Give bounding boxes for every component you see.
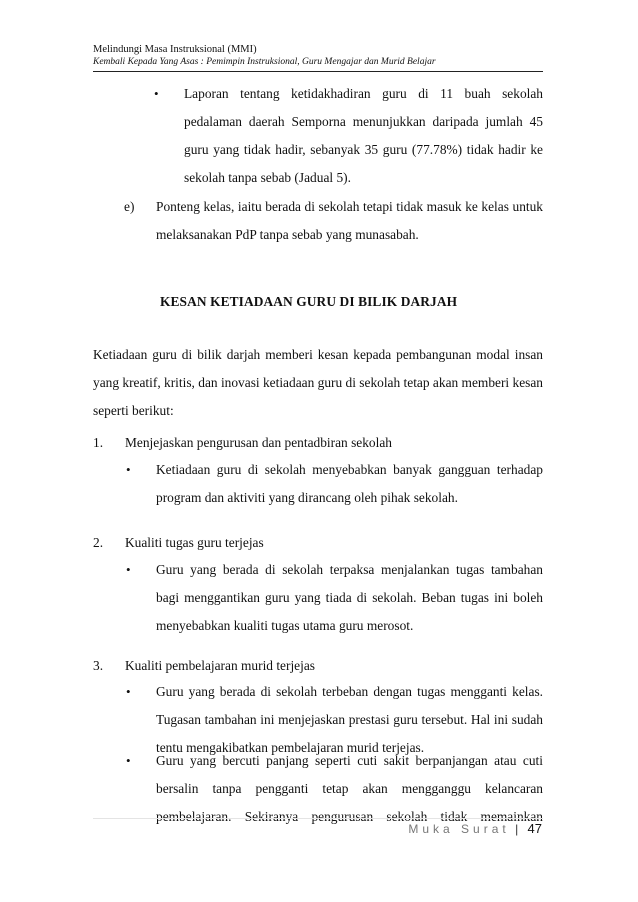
page-footer [408, 818, 542, 840]
item-1-title: Menjejaskan pengurusan dan pentadbiran sekolah [125, 435, 392, 450]
item-3-bullet-2: Guru yang bercuti panjang seperti cuti sakit berpanjangan atau cuti bersalin tanpa pengganti tetap akan mengganggu kelancaran pembelajaran. Sekiranya pengurusan sekolah tidak memainkan [156, 753, 543, 824]
bullet-icon: • [126, 562, 131, 577]
page-label: Muka Surat [408, 822, 510, 836]
item-2-bullet-1: Guru yang berada di sekolah terpaksa menjalankan tugas tambahan bagi menggantikan guru yang tiada di sekolah. Beban tugas ini boleh menyebabkan kualiti tugas utama guru merosot. [156, 562, 543, 633]
item-1-bullet-1: Ketiadaan guru di sekolah menyebabkan banyak gangguan terhadap program dan aktiviti yang dirancang oleh pihak sekolah. [156, 462, 543, 505]
item-3-bullet-1: Guru yang berada di sekolah terbeban dengan tugas mengganti kelas. Tugasan tambahan ini menjejaskan prestasi guru tersebut. Hal ini sudah tentu mengakibatkan pembelajaran murid terjejas. [156, 684, 543, 755]
item-3-number: 3. [93, 658, 104, 673]
page-header [93, 43, 543, 69]
intro-paragraph: Ketiadaan guru di bilik darjah memberi kesan kepada pembangunan modal insan yang kreatif, kritis, dan inovasi ketiadaan guru di sekolah tetap akan memberi kesan seperti berikut: [93, 347, 543, 418]
item-e-label: e) [124, 199, 135, 214]
bullet-icon: • [154, 86, 159, 101]
item-2-title: Kualiti tugas guru terjejas [125, 535, 264, 550]
bullet-icon: • [126, 684, 131, 699]
header-subtitle: Kembali Kepada Yang Asas : Pemimpin Instruksional, Guru Mengajar dan Murid Belajar [93, 57, 436, 67]
item-3-title: Kualiti pembelajaran murid terjejas [125, 658, 315, 673]
page-number: 47 [527, 821, 542, 836]
item-2-number: 2. [93, 535, 104, 550]
section-heading: KESAN KETIADAAN GURU DI BILIK DARJAH [160, 294, 458, 309]
bullet-icon: • [126, 753, 131, 768]
item-e-text: Ponteng kelas, iaitu berada di sekolah tetapi tidak masuk ke kelas untuk melaksanakan PdP tanpa sebab yang munasabah. [156, 199, 543, 242]
footer-separator: | [515, 822, 519, 836]
bullet-icon: • [126, 462, 131, 477]
header-title: Melindungi Masa Instruksional (MMI) [93, 44, 257, 55]
top-bullet-text: Laporan tentang ketidakhadiran guru di 11 buah sekolah pedalaman daerah Semporna menunjukkan daripada jumlah 45 guru yang tidak hadir, sebanyak 35 guru (77.78%) tidak hadir ke sekolah tanpa sebab (Jadual 5). [184, 86, 543, 185]
item-1-number: 1. [93, 435, 104, 450]
header-divider [93, 71, 543, 72]
